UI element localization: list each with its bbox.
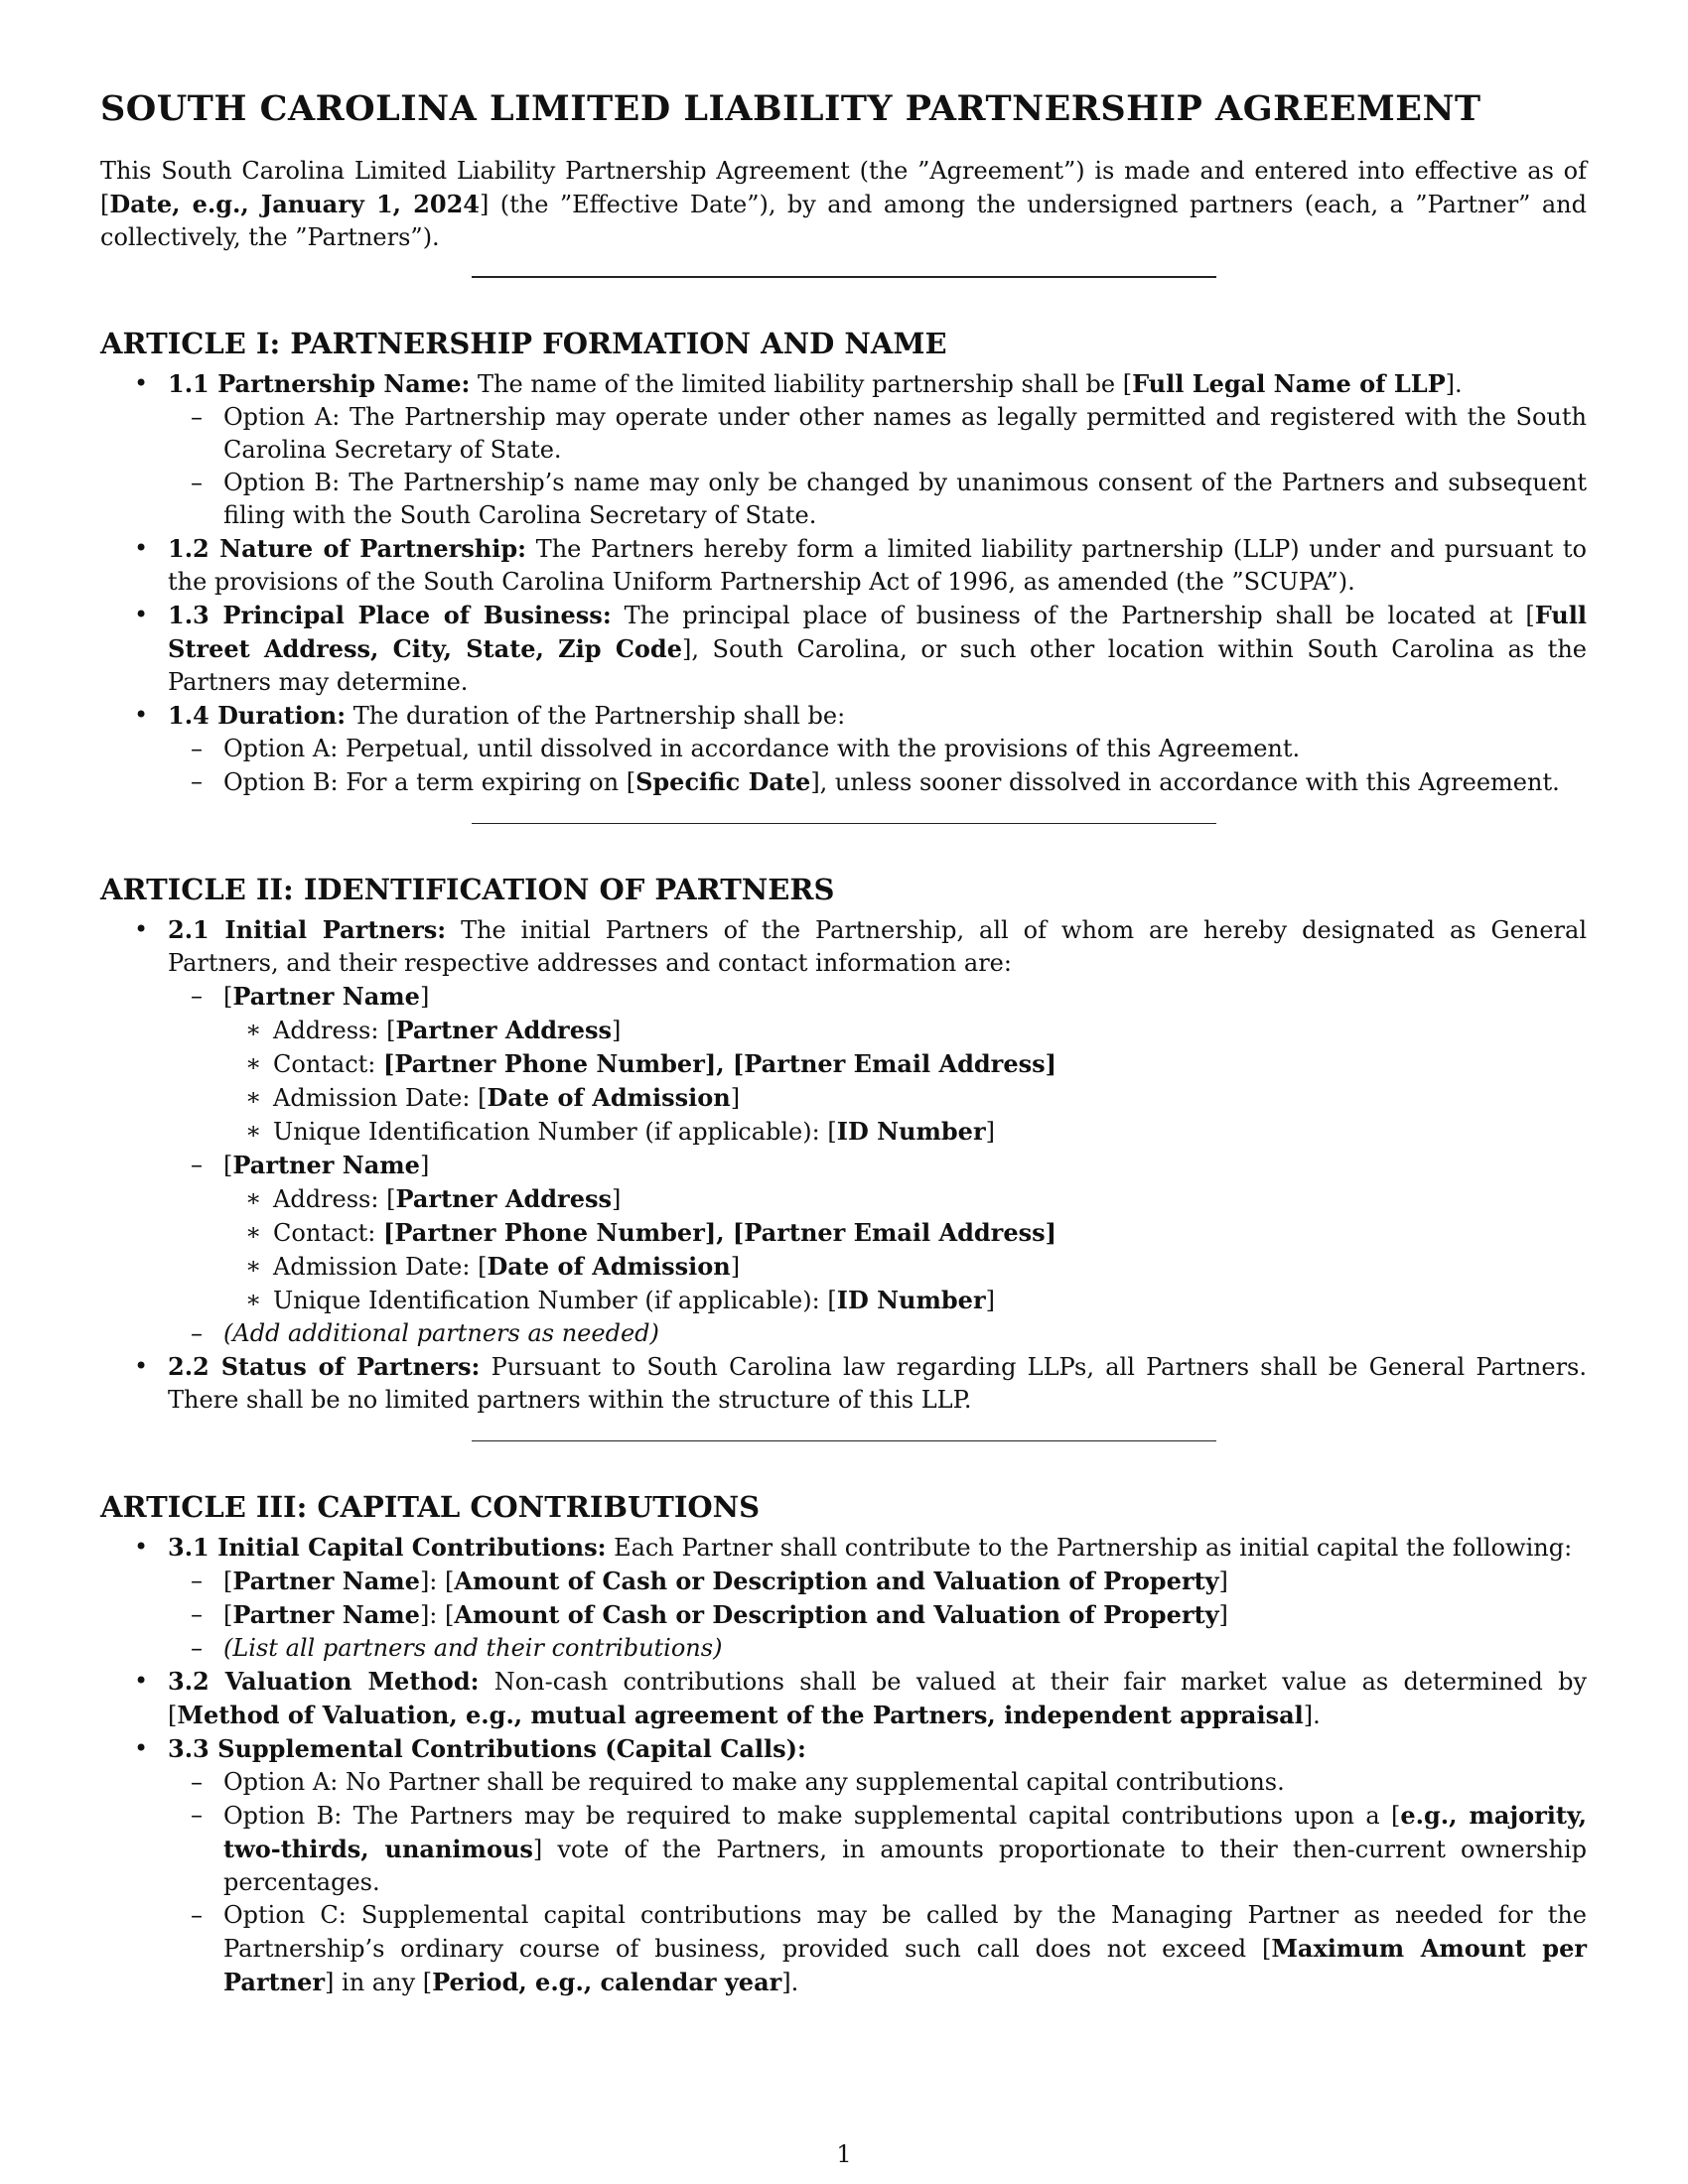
partner-name-placeholder: Partner Name [232, 1567, 420, 1595]
placeholder: Partner Address [395, 1016, 612, 1044]
section-text: The Partners hereby form a limited liability partnership (LLP) under and pursuant to the provisions of the South Carolina Uniform Partnership Act of 1996, as amended (the ”SCUPA”). [168, 535, 1587, 596]
partner-id-number: ∗ Unique Identification Number (if applicable): [ID Number] [223, 1115, 1587, 1149]
section-label: 1.4 Duration: [168, 701, 347, 730]
section-text: Non-cash contributions shall be valued at their fair market value as determined by [ [168, 1668, 1587, 1729]
detail-label: Address: [273, 1017, 387, 1044]
placeholder: Partner Phone Number], [Partner Email Address [394, 1218, 1046, 1247]
document-body [100, 85, 1587, 1999]
option-b [164, 1799, 1587, 1899]
partner-contact: ∗ Contact: [Partner Phone Number], [Partner Email Address] [223, 1216, 1587, 1250]
contribution-entry: – [Partner Name]: [Amount of Cash or Description and Valuation of Property] [164, 1598, 1587, 1632]
partner-id-number: ∗ Unique Identification Number (if applicable): [ID Number] [223, 1284, 1587, 1317]
detail-label: Contact: [273, 1219, 384, 1247]
section-text: The name of the limited liability partnership shall be [ [470, 370, 1133, 398]
option-text: Option C: Supplemental capital contributions may be called by the Managing Partner as needed for the Partnership’s ordinary course of business, provided such call does not exceed [ [223, 1901, 1587, 1963]
placeholder: e.g., majority, two-thirds, unanimous [223, 1801, 1587, 1863]
detail-label: Unique Identification Number (if applicable): [273, 1118, 828, 1146]
intro-paragraph [100, 155, 1587, 254]
section-divider [472, 1440, 1216, 1441]
section-2-1 [100, 913, 1587, 1350]
section-divider [472, 276, 1216, 278]
option-text: ]. [781, 1969, 799, 1996]
partner-contact: ∗ Contact: [Partner Phone Number], [Partner Email Address] [223, 1047, 1587, 1081]
placeholder: Specific Date [635, 767, 811, 796]
section-text: ], South Carolina, or such other location within South Carolina as the Partners may determine. [168, 635, 1587, 696]
detail-label: Admission Date: [273, 1253, 479, 1281]
section-text: The principal place of business of the Partnership shall be located at [ [611, 602, 1535, 629]
section-text: The duration of the Partnership shall be: [346, 702, 846, 730]
placeholder: Amount of Cash or Description and Valuation of Property [454, 1567, 1219, 1595]
detail-label: Address: [273, 1185, 387, 1213]
detail-label: Unique Identification Number (if applicable): [273, 1287, 828, 1314]
partner-address: ∗ Address: [Partner Address] [223, 1014, 1587, 1047]
page-number: 1 [836, 2140, 852, 2168]
section-label: 2.2 Status of Partners: [168, 1352, 481, 1381]
option-a: – Option A: Perpetual, until dissolved in accordance with the provisions of this Agreement. [164, 733, 1587, 765]
section-label: 1.1 Partnership Name: [168, 369, 471, 398]
section-label: 1.2 Nature of Partnership: [168, 534, 527, 563]
placeholder: Partner Phone Number], [Partner Email Address [394, 1049, 1046, 1078]
placeholder: ID Number [836, 1117, 986, 1146]
article-3-heading: ARTICLE III: CAPITAL CONTRIBUTIONS [100, 1490, 761, 1524]
section-label: 1.3 Principal Place of Business: [168, 601, 612, 629]
detail-label: Contact: [273, 1050, 384, 1078]
section-3-1 [100, 1531, 1587, 1665]
option-a: – Option A: No Partner shall be required to make any supplemental capital contributions. [164, 1766, 1587, 1799]
contributions-list [168, 1565, 1587, 1665]
partner-address: ∗ Address: [Partner Address] [223, 1182, 1587, 1216]
partner-details [223, 1014, 1587, 1149]
section-label: 3.2 Valuation Method: [168, 1667, 480, 1696]
effective-date-placeholder: Date, e.g., January 1, 2024 [109, 190, 480, 218]
option-text: ], unless sooner dissolved in accordance with this Agreement. [810, 768, 1560, 796]
document-title: SOUTH CAROLINA LIMITED LIABILITY PARTNERSHIP AGREEMENT [100, 88, 1481, 129]
partner-entry: – [Partner Name] ∗ Address: [Partner Address] ∗ Contact: [Partner Phone Number], [Partner Email Address] ∗ Admission Date: [Date of Admission] ∗ Unique Identification Number (if applicable): [ID Number] [164, 1149, 1587, 1317]
option-text: Option B: For a term expiring on [ [223, 768, 636, 796]
list-all-note: – (List all partners and their contributions) [164, 1632, 1587, 1665]
partner-name-placeholder: Partner Name [232, 1151, 420, 1179]
intro-text-2: ] (the ”Effective Date”), by and among the undersigned partners (each, a ”Partner” and collectively, the ”Partners”). [100, 191, 1587, 251]
section-1-1 [100, 367, 1587, 532]
section-text: Pursuant to South Carolina law regarding LLPs, all Partners shall be General Partners. There shall be no limited partners within the structure of this LLP. [168, 1353, 1587, 1414]
partner-name-placeholder: Partner Name [232, 982, 420, 1011]
add-partners-note: – (Add additional partners as needed) [164, 1317, 1587, 1350]
option-c [164, 1899, 1587, 1999]
section-1-4 [100, 699, 1587, 799]
placeholder: ID Number [836, 1286, 986, 1314]
option-text: Option B: The Partners may be required to make supplemental capital contributions upon a [ [223, 1802, 1401, 1830]
section-divider [472, 823, 1216, 824]
placeholder: Maximum Amount per Partner [223, 1934, 1588, 1996]
placeholder: Date of Admission [487, 1252, 731, 1281]
options-list [168, 1766, 1587, 1999]
option-text: ] vote of the Partners, in amounts proportionate to their then-current ownership percentages. [223, 1836, 1587, 1896]
partner-admission-date: ∗ Admission Date: [Date of Admission] [223, 1250, 1587, 1284]
section-text: ]. [1445, 370, 1463, 398]
placeholder: Amount of Cash or Description and Valuation of Property [454, 1600, 1219, 1629]
contribution-entry: – [Partner Name]: [Amount of Cash or Description and Valuation of Property] [164, 1565, 1587, 1598]
section-3-2 [100, 1665, 1587, 1732]
placeholder: Full Legal Name of LLP [1132, 369, 1446, 398]
option-a: – Option A: The Partnership may operate under other names as legally permitted and registered with the South Carolina Secretary of State. [164, 401, 1587, 467]
option-b [164, 765, 1587, 799]
section-label: 3.3 Supplemental Contributions (Capital Calls): [168, 1734, 806, 1763]
section-text: Each Partner shall contribute to the Partnership as initial capital the following: [606, 1534, 1573, 1562]
partner-entry: – [Partner Name] ∗ Address: [Partner Address] ∗ Contact: [Partner Phone Number], [Partner Email Address] ∗ Admission Date: [Date of Admission] ∗ Unique Identification Number (if applicable): [ID Number] [164, 980, 1587, 1149]
partners-list [168, 980, 1587, 1350]
placeholder: Method of Valuation, e.g., mutual agreement of the Partners, independent appraisal [177, 1701, 1304, 1729]
article-1-list [100, 367, 1587, 799]
options-list [168, 401, 1587, 532]
section-label: 3.1 Initial Capital Contributions: [168, 1533, 607, 1562]
placeholder: Date of Admission [487, 1083, 731, 1112]
article-2-list [100, 913, 1587, 1417]
section-text: ]. [1303, 1702, 1321, 1729]
option-text: ] in any [ [325, 1969, 433, 1996]
placeholder: Partner Address [395, 1184, 612, 1213]
section-text: The initial Partners of the Partnership, all of whom are hereby designated as General Partners, and their respective addresses and contact information are: [168, 916, 1587, 977]
partner-details [223, 1182, 1587, 1317]
detail-label: Admission Date: [273, 1084, 479, 1112]
option-b: – Option B: The Partnership’s name may only be changed by unanimous consent of the Partners and subsequent filing with the South Carolina Secretary of State. [164, 467, 1587, 532]
section-1-2 [100, 532, 1587, 599]
section-3-3 [100, 1732, 1587, 1999]
section-label: 2.1 Initial Partners: [168, 915, 447, 944]
partner-admission-date: ∗ Admission Date: [Date of Admission] [223, 1081, 1587, 1115]
article-1-heading: ARTICLE I: PARTNERSHIP FORMATION AND NAME [100, 327, 947, 360]
partner-name-placeholder: Partner Name [232, 1600, 420, 1629]
section-2-2 [100, 1350, 1587, 1417]
section-1-3 [100, 599, 1587, 699]
options-list [168, 733, 1587, 799]
placeholder: Full Street Address, City, State, Zip Code [168, 601, 1587, 663]
placeholder: Period, e.g., calendar year [432, 1968, 782, 1996]
article-2-heading: ARTICLE II: IDENTIFICATION OF PARTNERS [100, 873, 835, 906]
intro-text-1: This South Carolina Limited Liability Partnership Agreement (the ”Agreement”) is made and entered into effective as of [ [100, 157, 1587, 218]
article-3-list [100, 1531, 1587, 1999]
